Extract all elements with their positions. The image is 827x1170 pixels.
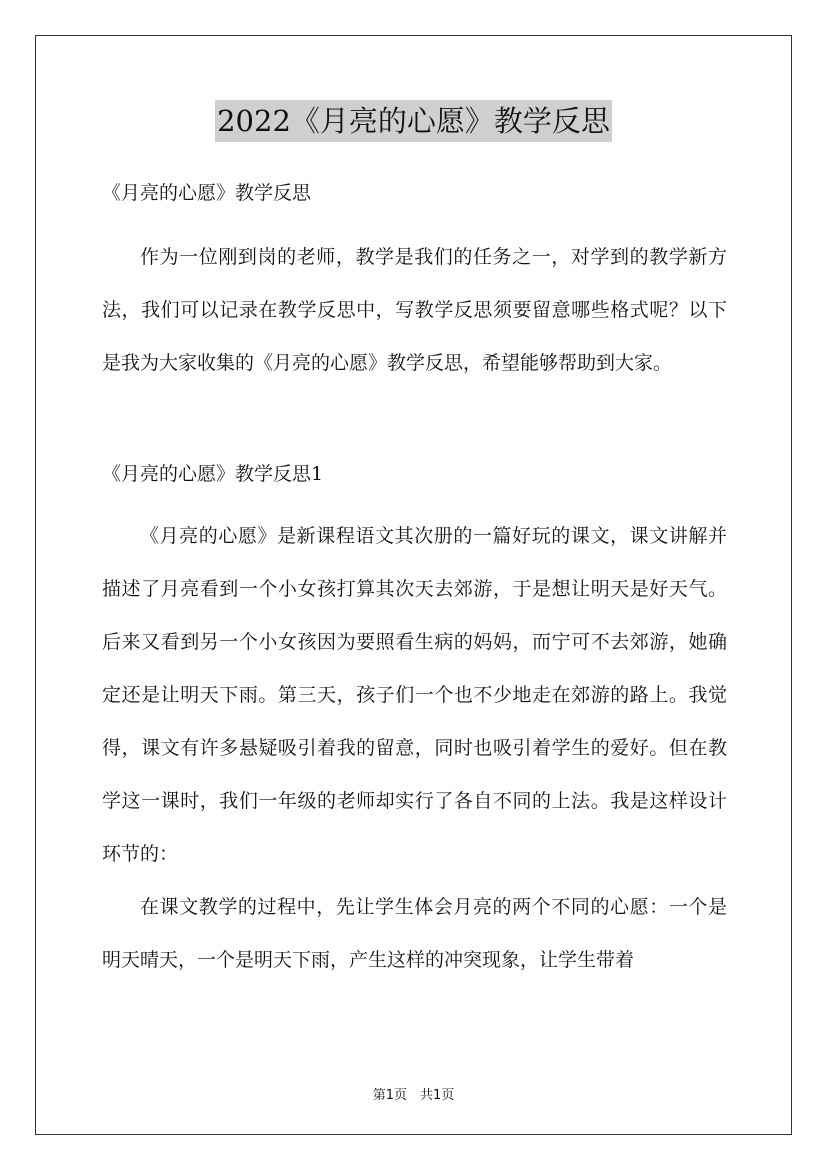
document-body — [102, 176, 727, 987]
document-title: 2022《月亮的心愿》教学反思 — [215, 100, 612, 142]
section-heading: 《月亮的心愿》教学反思1 — [102, 463, 324, 485]
page-footer: 第1页 共1页 — [372, 1088, 455, 1103]
title-container — [0, 100, 827, 142]
intro-heading: 《月亮的心愿》教学反思 — [102, 182, 312, 204]
intro-paragraph: 作为一位刚到岗的老师，教学是我们的任务之一，对学到的教学新方法，我们可以记录在教学反思中，写教学反思须要留意哪些格式呢？以下是我为大家收集的《月亮的心愿》教学反思，希望能够帮助到大家。 — [102, 246, 727, 374]
section-paragraph-2: 在课文教学的过程中，先让学生体会月亮的两个不同的心愿：一个是明天晴天，一个是明天下雨，产生这样的冲突现象，让学生带着 — [102, 896, 727, 971]
section-paragraph-1: 《月亮的心愿》是新课程语文其次册的一篇好玩的课文，课文讲解并描述了月亮看到一个小女孩打算其次天去郊游，于是想让明天是好天气。后来又看到另一个小女孩因为要照看生病的妈妈，而宁可不去郊游，她确定还是让明天下雨。第三天，孩子们一个也不少地走在郊游的路上。我觉得，课文有许多悬疑吸引着我的留意，同时也吸引着学生的爱好。但在教学这一课时，我们一年级的老师却实行了各自不同的上法。我是这样设计环节的： — [102, 525, 727, 865]
